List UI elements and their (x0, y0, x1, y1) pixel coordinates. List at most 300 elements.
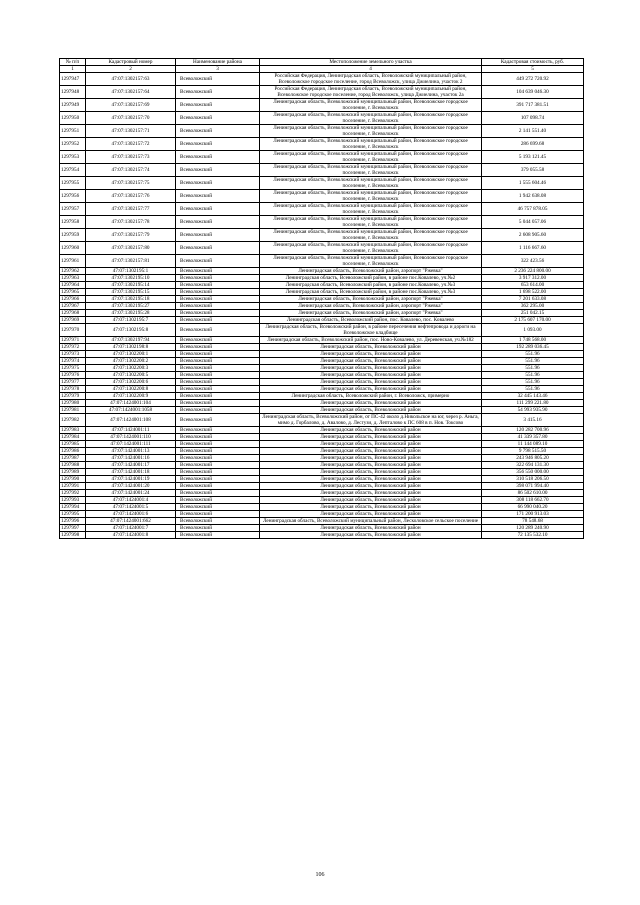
location: Ленинградская область, Всеволожский район (260, 427, 482, 434)
cadastral-value: 362 295.00 (482, 303, 584, 310)
cadastral-number: 47:07:1302195:28 (86, 310, 176, 317)
district-name: Всеволожский (176, 344, 260, 351)
cadastral-value: 551.96 (482, 379, 584, 386)
row-number: 1297994 (60, 504, 86, 511)
cadastral-value: 41 339 357.80 (482, 434, 584, 441)
cadastral-value: 551.96 (482, 365, 584, 372)
table-row (60, 476, 584, 483)
cadastral-value: 379 055.58 (482, 164, 584, 177)
table-row (60, 203, 584, 216)
cadastral-value: 78 548.68 (482, 518, 584, 525)
table-row (60, 151, 584, 164)
district-name: Всеволожский (176, 483, 260, 490)
cadastral-value: 46 757 878.05 (482, 203, 584, 216)
location: Ленинградская область, Всеволожский район, г. Всеволожск, примерно (260, 393, 482, 400)
district-name: Всеволожский (176, 303, 260, 310)
cadastral-value: 72 135 532.10 (482, 532, 584, 539)
row-number: 1297947 (60, 73, 86, 86)
row-number: 1297983 (60, 427, 86, 434)
cadastral-number: 47:07:1302195:8 (86, 324, 176, 337)
row-number: 1297976 (60, 372, 86, 379)
district-name: Всеволожский (176, 379, 260, 386)
cadastral-number: 47:07:1302157:81 (86, 255, 176, 268)
cadastral-number: 47:07:1424001:5 (86, 504, 176, 511)
row-number: 1297992 (60, 490, 86, 497)
row-number: 1297955 (60, 177, 86, 190)
row-number: 1297987 (60, 455, 86, 462)
row-number: 1297979 (60, 393, 86, 400)
header-number: № п/п (60, 59, 86, 66)
row-number: 1297948 (60, 86, 86, 99)
row-number: 1297961 (60, 255, 86, 268)
district-name: Всеволожский (176, 462, 260, 469)
table-row (60, 296, 584, 303)
district-name: Всеволожский (176, 504, 260, 511)
location: Ленинградская область, Всеволожский район (260, 448, 482, 455)
row-number: 1297982 (60, 414, 86, 427)
header-cadastral-value: Кадастровая стоимость, руб. (482, 59, 584, 66)
table-row (60, 525, 584, 532)
district-name: Всеволожский (176, 255, 260, 268)
page-number: 106 (315, 872, 325, 878)
district-name: Всеволожский (176, 112, 260, 125)
cadastral-number: 47:07:1302200:1 (86, 351, 176, 358)
cadastral-number: 47:07:1424001:20 (86, 483, 176, 490)
district-name: Всеволожский (176, 289, 260, 296)
district-name: Всеволожский (176, 190, 260, 203)
district-name: Всеволожский (176, 337, 260, 344)
location: Ленинградская область, Всеволожский район (260, 483, 482, 490)
table-row (60, 324, 584, 337)
row-number: 1297993 (60, 497, 86, 504)
row-number: 1297951 (60, 125, 86, 138)
row-number: 1297989 (60, 469, 86, 476)
district-name: Всеволожский (176, 525, 260, 532)
district-name: Всеволожский (176, 138, 260, 151)
cadastral-value: 1 555 604.46 (482, 177, 584, 190)
cadastral-value: 286 699.68 (482, 138, 584, 151)
cadastral-number: 47:07:1302200:5 (86, 372, 176, 379)
location: Ленинградская область, Всеволожский район, в районе пересечения нефтепровода и дороги на Всеволожское кладбище (260, 324, 482, 337)
location: Ленинградская область, Всеволожский муниципальный район, Всеволожское городское поселение, г. Всеволожск (260, 164, 482, 177)
cadastral-number: 47:07:1424001:16 (86, 455, 176, 462)
cadastral-value: 251 042.15 (482, 310, 584, 317)
location: Ленинградская область, Всеволожский район (260, 386, 482, 393)
row-number: 1297953 (60, 151, 86, 164)
district-name: Всеволожский (176, 229, 260, 242)
location: Ленинградская область, Всеволожский район (260, 462, 482, 469)
row-number: 1297974 (60, 358, 86, 365)
location: Ленинградская область, Всеволожский район (260, 441, 482, 448)
cadastral-number: 47:07:1302157:76 (86, 190, 176, 203)
location: Ленинградская область, Всеволожский район (260, 400, 482, 407)
district-name: Всеволожский (176, 242, 260, 255)
district-name: Всеволожский (176, 324, 260, 337)
cadastral-number: 47:07:1302195:1 (86, 268, 176, 275)
district-name: Всеволожский (176, 296, 260, 303)
column-number: 5 (482, 66, 584, 73)
cadastral-number: 47:07:1424001:18 (86, 469, 176, 476)
cadastral-number: 47:07:1424001:662 (86, 518, 176, 525)
location: Ленинградская область, Всеволожский район (260, 497, 482, 504)
location: Ленинградская область, Всеволожский район (260, 351, 482, 358)
location: Ленинградская область, Всеволожский район (260, 344, 482, 351)
cadastral-number: 47:07:1424001:7 (86, 525, 176, 532)
location: Ленинградская область, Всеволожский муниципальный район, Всеволожское городское поселение, г. Всеволожск (260, 99, 482, 112)
cadastral-number: 47:07:1302157:64 (86, 86, 176, 99)
table-row (60, 310, 584, 317)
table-row (60, 344, 584, 351)
cadastral-number: 47:07:1302198:8 (86, 344, 176, 351)
cadastral-value: 653 614.00 (482, 282, 584, 289)
location: Ленинградская область, Всеволожский район (260, 504, 482, 511)
row-number: 1297952 (60, 138, 86, 151)
cadastral-value: 2 141 551.40 (482, 125, 584, 138)
cadastral-value: 391 717 381.51 (482, 99, 584, 112)
row-number: 1297954 (60, 164, 86, 177)
district-name: Всеволожский (176, 469, 260, 476)
district-name: Всеволожский (176, 490, 260, 497)
district-name: Всеволожский (176, 177, 260, 190)
row-number: 1297966 (60, 296, 86, 303)
cadastral-number: 47:07:1302157:71 (86, 125, 176, 138)
district-name: Всеволожский (176, 310, 260, 317)
row-number: 1297963 (60, 275, 86, 282)
table-row (60, 469, 584, 476)
table-row (60, 216, 584, 229)
table-row (60, 434, 584, 441)
cadastral-value: 9 798 515.50 (482, 448, 584, 455)
cadastral-number: 47:07:1302157:78 (86, 216, 176, 229)
location: Ленинградская область, Всеволожский муниципальный район, Всеволожское городское поселение, г. Всеволожск (260, 242, 482, 255)
table-row (60, 532, 584, 539)
row-number: 1297967 (60, 303, 86, 310)
location: Ленинградская область, Всеволожский муниципальный район, Всеволожское городское поселение, г. Всеволожск (260, 203, 482, 216)
location: Российская Федерация, Ленинградская область, Всеволожский муниципальный район, Всеволожское городское поселение, город Всеволожск, улица Джиелина, участок 2 (260, 73, 482, 86)
cadastral-number: 47:07:1302157:75 (86, 177, 176, 190)
cadastral-value: 1 698 522.00 (482, 289, 584, 296)
district-name: Всеволожский (176, 476, 260, 483)
district-name: Всеволожский (176, 386, 260, 393)
district-name: Всеволожский (176, 518, 260, 525)
cadastral-value: 107 098.74 (482, 112, 584, 125)
district-name: Всеволожский (176, 216, 260, 229)
cadastral-number: 47:07:1302200:3 (86, 365, 176, 372)
location: Ленинградская область, Всеволожский район (260, 455, 482, 462)
row-number: 1297965 (60, 289, 86, 296)
column-number: 4 (260, 66, 482, 73)
location: Ленинградская область, Всеволожский муниципальный район, Всеволожское городское поселение, г. Всеволожск (260, 216, 482, 229)
column-number: 2 (86, 66, 176, 73)
district-name: Всеволожский (176, 99, 260, 112)
cadastral-value: 171 200 913.03 (482, 511, 584, 518)
cadastral-value: 104 639 046.30 (482, 86, 584, 99)
cadastral-value: 1 116 667.60 (482, 242, 584, 255)
table-row (60, 400, 584, 407)
cadastral-number: 47:07:1302157:69 (86, 99, 176, 112)
table-row (60, 190, 584, 203)
cadastral-value: 5 193 121.45 (482, 151, 584, 164)
cadastral-value: 356 550 000.00 (482, 469, 584, 476)
row-number: 1297960 (60, 242, 86, 255)
table-row (60, 462, 584, 469)
table-row (60, 455, 584, 462)
cadastral-value: 551.96 (482, 372, 584, 379)
cadastral-number: 47:07:1424001:13 (86, 448, 176, 455)
district-name: Всеволожский (176, 511, 260, 518)
cadastral-number: 47:07:1302195:14 (86, 282, 176, 289)
table-row (60, 164, 584, 177)
row-number: 1297986 (60, 448, 86, 455)
table-row (60, 372, 584, 379)
table-row (60, 303, 584, 310)
table-row (60, 351, 584, 358)
table-row (60, 441, 584, 448)
cadastral-value: 308 118 662.70 (482, 497, 584, 504)
location: Ленинградская область, Всеволожский муниципальный район, Всеволожское городское поселение, г. Всеволожск (260, 138, 482, 151)
row-number: 1297998 (60, 532, 86, 539)
location: Ленинградская область, Всеволожский район (260, 358, 482, 365)
location: Ленинградская область, Всеволожский район (260, 407, 482, 414)
district-name: Всеволожский (176, 393, 260, 400)
cadastral-number: 47:07:1424001:111 (86, 441, 176, 448)
table-row (60, 504, 584, 511)
location: Ленинградская область, Всеволожский муниципальный район, Всеволожское городское поселение, г. Всеволожск (260, 125, 482, 138)
location: Ленинградская область, Всеволожский район (260, 365, 482, 372)
cadastral-number: 47:07:1424001:8 (86, 532, 176, 539)
cadastral-value: 32 445 143.46 (482, 393, 584, 400)
cadastral-number: 47:07:1302200:6 (86, 379, 176, 386)
row-number: 1297959 (60, 229, 86, 242)
district-name: Всеволожский (176, 448, 260, 455)
cadastral-number: 47:07:1424001:4 (86, 497, 176, 504)
table-row (60, 386, 584, 393)
table-row (60, 268, 584, 275)
location: Ленинградская область, Всеволожский район (260, 490, 482, 497)
table-row (60, 125, 584, 138)
location: Ленинградская область, Всеволожский район (260, 469, 482, 476)
cadastral-value: 11 144 089.10 (482, 441, 584, 448)
cadastral-value: 1 748 568.00 (482, 337, 584, 344)
cadastral-number: 47:07:1424001:110 (86, 434, 176, 441)
row-number: 1297975 (60, 365, 86, 372)
district-name: Всеволожский (176, 275, 260, 282)
cadastral-number: 47:07:1302157:74 (86, 164, 176, 177)
district-name: Всеволожский (176, 497, 260, 504)
cadastral-number: 47:07:1302195:27 (86, 303, 176, 310)
cadastral-number: 47:07:1424001:11 (86, 427, 176, 434)
cadastral-number: 47:07:1424001:17 (86, 462, 176, 469)
cadastral-value: 322 694 131.30 (482, 462, 584, 469)
cadastral-value: 3 917 312.00 (482, 275, 584, 282)
row-number: 1297981 (60, 407, 86, 414)
table-row (60, 365, 584, 372)
cadastral-number: 47:07:1302157:77 (86, 203, 176, 216)
cadastral-value: 3 415.16 (482, 414, 584, 427)
table-row (60, 289, 584, 296)
table-row (60, 73, 584, 86)
table-row (60, 317, 584, 324)
cadastral-value: 398 071 994.40 (482, 483, 584, 490)
row-number: 1297958 (60, 216, 86, 229)
table-row (60, 379, 584, 386)
cadastral-number: 47:07:1424001:108 (86, 414, 176, 427)
location: Ленинградская область, Всеволожский район (260, 511, 482, 518)
cadastral-number: 47:07:1302157:63 (86, 73, 176, 86)
header-location: Местоположение земельного участка (260, 59, 482, 66)
location: Ленинградская область, Всеволожский район (260, 525, 482, 532)
row-number: 1297984 (60, 434, 86, 441)
row-number: 1297991 (60, 483, 86, 490)
table-row (60, 427, 584, 434)
cadastral-value: 449 272 720.92 (482, 73, 584, 86)
location: Ленинградская область, Всеволожский район, аэропорт "Ржевка" (260, 296, 482, 303)
row-number: 1297950 (60, 112, 86, 125)
location: Ленинградская область, Всеволожский район (260, 476, 482, 483)
district-name: Всеволожский (176, 400, 260, 407)
table-row (60, 282, 584, 289)
location: Ленинградская область, Всеволожский муниципальный район, Всеволожское городское поселение, г. Всеволожск (260, 229, 482, 242)
cadastral-number: 47:07:1302157:70 (86, 112, 176, 125)
district-name: Всеволожский (176, 427, 260, 434)
cadastral-value: 5 044 057.06 (482, 216, 584, 229)
cadastral-value: 1 093.00 (482, 324, 584, 337)
column-number: 1 (60, 66, 86, 73)
district-name: Всеволожский (176, 203, 260, 216)
table-row (60, 337, 584, 344)
table-row (60, 393, 584, 400)
cadastral-number: 47:07:1302195:18 (86, 296, 176, 303)
row-number: 1297969 (60, 317, 86, 324)
table-row (60, 99, 584, 112)
district-name: Всеволожский (176, 434, 260, 441)
cadastral-value: 243 946 805.20 (482, 455, 584, 462)
location: Ленинградская область, Всеволожский район (260, 372, 482, 379)
cadastral-number: 47:07:1302195:7 (86, 317, 176, 324)
column-numbers-row (60, 66, 584, 73)
table-row (60, 177, 584, 190)
cadastral-number: 47:07:1424001:24 (86, 490, 176, 497)
table-row (60, 414, 584, 427)
cadastral-value: 120 289 240.90 (482, 525, 584, 532)
location: Ленинградская область, Всеволожский район, аэропорт "Ржевка" (260, 268, 482, 275)
district-name: Всеволожский (176, 365, 260, 372)
header-district: Наименование района (176, 59, 260, 66)
district-name: Всеволожский (176, 407, 260, 414)
table-row (60, 483, 584, 490)
location: Ленинградская область, Всеволожский район, в районе пос.Ковалево, уч.№3 (260, 289, 482, 296)
location: Ленинградская область, Всеволожский район, пос. Ново-Ковалево, ул. Деревенская, уч.№182 (260, 337, 482, 344)
location: Ленинградская область, Всеволожский муниципальный район, Всеволожское городское поселение, г. Всеволожск (260, 255, 482, 268)
row-number: 1297980 (60, 400, 86, 407)
row-number: 1297971 (60, 337, 86, 344)
location: Ленинградская область, Всеволожский муниципальный район, Всеволожское городское поселение, г. Всеволожск (260, 112, 482, 125)
row-number: 1297977 (60, 379, 86, 386)
row-number: 1297985 (60, 441, 86, 448)
row-number: 1297964 (60, 282, 86, 289)
row-number: 1297949 (60, 99, 86, 112)
cadastral-value: 551.96 (482, 386, 584, 393)
district-name: Всеволожский (176, 414, 260, 427)
table-header-row (60, 59, 584, 66)
header-cadastral-number: Кадастровый номер (86, 59, 176, 66)
district-name: Всеволожский (176, 268, 260, 275)
row-number: 1297988 (60, 462, 86, 469)
district-name: Всеволожский (176, 317, 260, 324)
cadastral-number: 47:07:1424001:6 (86, 511, 176, 518)
row-number: 1297970 (60, 324, 86, 337)
column-number: 3 (176, 66, 260, 73)
row-number: 1297956 (60, 190, 86, 203)
district-name: Всеволожский (176, 282, 260, 289)
table-row (60, 358, 584, 365)
cadastral-number: 47:07:1302200:2 (86, 358, 176, 365)
cadastral-number: 47:07:1302157:72 (86, 138, 176, 151)
cadastral-value: 111 299 221.80 (482, 400, 584, 407)
cadastral-value: 2 608 905.60 (482, 229, 584, 242)
district-name: Всеволожский (176, 86, 260, 99)
row-number: 1297978 (60, 386, 86, 393)
row-number: 1297962 (60, 268, 86, 275)
location: Ленинградская область, Всеволожский район, в районе пос.Ковалево, уч.№2 (260, 275, 482, 282)
cadastral-value: 310 518 206.50 (482, 476, 584, 483)
cadastral-value-table (59, 58, 584, 539)
location: Российская Федерация, Ленинградская область, Всеволожский муниципальный район, Всеволожское городское поселение, город Всеволожск, улица Джиелина, участок 2а (260, 86, 482, 99)
table-row (60, 407, 584, 414)
cadastral-value: 2 236 224 800.00 (482, 268, 584, 275)
row-number: 1297996 (60, 518, 86, 525)
cadastral-number: 47:07:1302195:15 (86, 289, 176, 296)
district-name: Всеволожский (176, 372, 260, 379)
location: Ленинградская область, Всеволожский муниципальный район, Всеволожское городское поселение, г. Всеволожск (260, 177, 482, 190)
cadastral-value: 7 201 633.08 (482, 296, 584, 303)
district-name: Всеволожский (176, 455, 260, 462)
table-row (60, 448, 584, 455)
district-name: Всеволожский (176, 532, 260, 539)
cadastral-value: 1 942 638.08 (482, 190, 584, 203)
table-row (60, 497, 584, 504)
row-number: 1297990 (60, 476, 86, 483)
table-row (60, 229, 584, 242)
cadastral-value: 120 282 700.96 (482, 427, 584, 434)
location: Ленинградская область, Всеволожский район (260, 434, 482, 441)
location: Ленинградская область, Всеволожский муниципальный район, Всеволожское городское поселение, г. Всеволожск (260, 190, 482, 203)
cadastral-value: 322 423.56 (482, 255, 584, 268)
cadastral-number: 47:07:1302200:9 (86, 393, 176, 400)
table-row (60, 511, 584, 518)
cadastral-number: 47:07:1302157:80 (86, 242, 176, 255)
table-row (60, 255, 584, 268)
district-name: Всеволожский (176, 125, 260, 138)
cadastral-number: 47:07:1302200:8 (86, 386, 176, 393)
district-name: Всеволожский (176, 73, 260, 86)
district-name: Всеволожский (176, 151, 260, 164)
cadastral-number: 47:07:1302157:73 (86, 151, 176, 164)
cadastral-number: 47:07:1302157:79 (86, 229, 176, 242)
table-row (60, 112, 584, 125)
cadastral-number: 47:07:1302195:10 (86, 275, 176, 282)
cadastral-value: 551.96 (482, 351, 584, 358)
location: Ленинградская область, Всеволожский район, аэропорт "Ржевка" (260, 310, 482, 317)
row-number: 1297973 (60, 351, 86, 358)
location: Ленинградская область, Всеволожский район, аэропорт "Ржевка" (260, 303, 482, 310)
cadastral-table-container (59, 58, 583, 539)
cadastral-value: 66 990 040.20 (482, 504, 584, 511)
cadastral-value: 86 502 610.00 (482, 490, 584, 497)
cadastral-number: 47:07:1424001:1058 (86, 407, 176, 414)
district-name: Всеволожский (176, 441, 260, 448)
row-number: 1297968 (60, 310, 86, 317)
